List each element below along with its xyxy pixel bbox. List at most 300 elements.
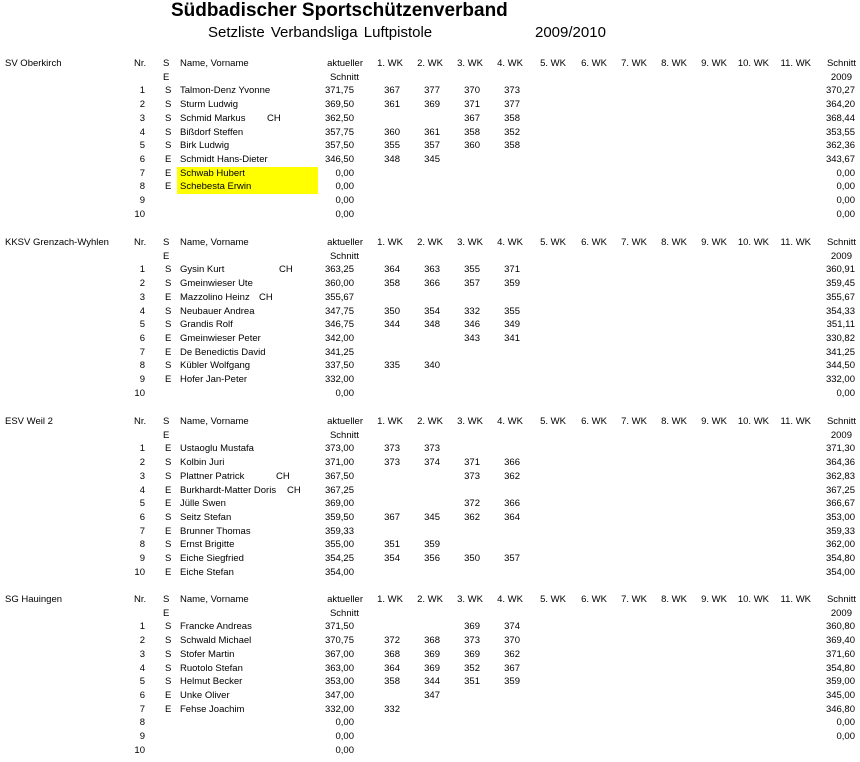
header-wk: 10. WK	[737, 237, 769, 248]
club-name: SV Oberkirch	[5, 58, 62, 69]
row-schnitt: 364,36	[825, 457, 855, 469]
row-name: Schwab Hubert	[180, 167, 245, 179]
row-wk: 371	[504, 264, 520, 276]
row-wk: 374	[504, 621, 520, 633]
row-avg: 362,50	[324, 112, 354, 124]
row-schnitt: 354,00	[825, 566, 855, 578]
row-wk: 350	[464, 553, 480, 564]
row-schnitt: 368,44	[825, 112, 855, 124]
header-wk: 2. WK	[417, 58, 443, 69]
row-schnitt: 354,80	[825, 553, 855, 564]
row-wk: 358	[504, 112, 520, 124]
row-se: E	[165, 689, 172, 701]
row-nr: 2	[139, 457, 145, 469]
header-wk: 3. WK	[457, 58, 483, 69]
row-name: Gysin Kurt	[180, 264, 225, 276]
row-wk: 349	[504, 319, 520, 331]
header-wk: 2. WK	[417, 594, 443, 605]
row-nr: 4	[139, 126, 145, 138]
row-avg: 367,50	[324, 470, 354, 482]
row-wk: 372	[464, 498, 480, 510]
row-name: Grandis Rolf	[180, 319, 233, 331]
row-wk: 373	[384, 457, 400, 469]
row-schnitt: 0,00	[836, 717, 855, 729]
row-se: S	[165, 676, 172, 688]
row-nr: 4	[139, 305, 145, 317]
row-se: S	[165, 457, 172, 469]
header-wk: 8. WK	[661, 416, 687, 427]
header-year: 2009	[830, 250, 852, 262]
header-wk: 5. WK	[540, 58, 566, 69]
row-se: E	[165, 566, 172, 578]
header-wk: 9. WK	[701, 237, 727, 248]
row-avg: 357,50	[324, 140, 354, 152]
header-schnitt: Schnitt	[329, 250, 359, 262]
header-wk: 5. WK	[540, 237, 566, 248]
row-avg: 347,00	[324, 689, 354, 701]
row-nr: 8	[139, 360, 145, 372]
header-nr: Nr.	[134, 237, 147, 248]
row-name: Ustaoglu Mustafa	[180, 443, 254, 455]
header-s: S	[163, 594, 170, 605]
row-avg: 369,50	[324, 99, 354, 111]
row-nr: 5	[139, 676, 145, 688]
row-se: S	[165, 112, 172, 124]
row-wk: 343	[464, 332, 480, 344]
row-avg: 332,00	[324, 703, 354, 715]
row-wk: 359	[504, 278, 520, 290]
row-nr: 2	[139, 99, 145, 111]
row-avg: 370,75	[324, 635, 354, 647]
header-wk: 8. WK	[661, 237, 687, 248]
row-schnitt: 370,27	[825, 85, 855, 97]
header-aktueller: aktueller	[327, 237, 363, 248]
row-nr: 9	[139, 195, 145, 206]
row-wk: 374	[424, 457, 440, 469]
header-s: S	[163, 58, 170, 69]
header-wk: 9. WK	[701, 594, 727, 605]
header-schnitt-2009: Schnitt	[826, 58, 856, 69]
row-wk: 357	[504, 553, 520, 564]
row-se: S	[165, 635, 172, 647]
header-wk: 5. WK	[540, 594, 566, 605]
row-se: S	[165, 126, 172, 138]
row-nr: 7	[139, 346, 145, 358]
row-name: Stofer Martin	[180, 648, 235, 660]
row-name: Brunner Thomas	[180, 525, 251, 537]
row-wk: 347	[424, 689, 440, 701]
row-avg: 373,00	[324, 443, 354, 455]
row-wk: 367	[504, 662, 520, 674]
row-name: Hofer Jan-Peter	[180, 374, 248, 385]
row-schnitt: 371,30	[825, 443, 855, 455]
row-wk: 355	[384, 140, 400, 152]
header-wk: 9. WK	[701, 58, 727, 69]
row-avg: 0,00	[335, 167, 354, 179]
row-name: Schebesta Erwin	[180, 181, 252, 193]
row-wk: 366	[424, 278, 440, 290]
header-aktueller: aktueller	[327, 594, 363, 605]
row-se: S	[165, 662, 172, 674]
row-name: Kolbin Juri	[180, 457, 225, 469]
row-avg: 341,25	[324, 346, 354, 358]
row-wk: 361	[424, 126, 440, 138]
row-nr: 4	[139, 484, 145, 496]
row-nr: 8	[139, 181, 145, 193]
club-name: SG Hauingen	[5, 594, 63, 605]
header-name: Name, Vorname	[180, 594, 249, 605]
row-wk: 362	[504, 470, 520, 482]
row-avg: 357,75	[324, 126, 354, 138]
row-avg: 337,50	[324, 360, 354, 372]
row-se: S	[165, 264, 172, 276]
row-se: E	[165, 291, 172, 303]
header-e: E	[163, 71, 170, 83]
header-name: Name, Vorname	[180, 237, 249, 248]
row-wk: 358	[384, 278, 400, 290]
header-e: E	[163, 607, 170, 619]
row-wk: 377	[504, 99, 520, 111]
row-wk: 370	[464, 85, 480, 97]
row-se: E	[165, 525, 172, 537]
header-schnitt: Schnitt	[329, 71, 359, 83]
row-nr: 3	[139, 648, 145, 660]
row-wk: 368	[424, 635, 440, 647]
row-schnitt: 330,82	[825, 332, 855, 344]
row-wk: 359	[504, 676, 520, 688]
row-avg: 347,75	[324, 305, 354, 317]
header-wk: 6. WK	[581, 237, 607, 248]
row-avg: 0,00	[335, 717, 354, 729]
row-name: Gmeinwieser Peter	[180, 332, 261, 344]
row-schnitt: 366,67	[825, 498, 855, 510]
row-schnitt: 371,60	[825, 648, 855, 660]
row-schnitt: 0,00	[836, 208, 855, 220]
row-name: Jülle Swen	[180, 498, 226, 510]
row-name: Helmut Becker	[180, 676, 243, 688]
row-avg: 371,00	[324, 457, 354, 469]
row-wk: 341	[504, 332, 520, 344]
row-avg: 0,00	[335, 744, 354, 756]
header-e: E	[163, 250, 170, 262]
row-avg: 360,00	[324, 278, 354, 290]
row-nr: 9	[139, 731, 145, 742]
row-nr: 8	[139, 717, 145, 729]
row-avg: 363,25	[324, 264, 354, 276]
row-wk: 354	[424, 305, 440, 317]
header-wk: 9. WK	[701, 416, 727, 427]
row-schnitt: 355,67	[825, 291, 855, 303]
header-nr: Nr.	[134, 58, 147, 69]
row-wk: 351	[384, 539, 400, 551]
header-schnitt: Schnitt	[329, 607, 359, 619]
row-wk: 346	[464, 319, 480, 331]
row-name: Sturm Ludwig	[180, 99, 239, 111]
row-nr: 7	[139, 525, 145, 537]
header-wk: 7. WK	[621, 416, 647, 427]
header-wk: 11. WK	[780, 594, 811, 605]
header-wk: 11. WK	[780, 58, 811, 69]
header-s: S	[163, 237, 170, 248]
row-avg: 367,25	[324, 484, 354, 496]
row-se: S	[165, 278, 172, 290]
row-avg: 371,75	[324, 85, 354, 97]
row-name: Schwald Michael	[180, 635, 252, 647]
header-wk: 4. WK	[497, 58, 523, 69]
row-name: Eiche Stefan	[180, 566, 234, 578]
row-avg: 0,00	[335, 731, 354, 742]
row-se: S	[165, 553, 172, 564]
header-s: S	[163, 416, 170, 427]
header-wk: 8. WK	[661, 594, 687, 605]
row-schnitt: 364,20	[825, 99, 855, 111]
row-wk: 362	[464, 511, 480, 523]
row-nr: 10	[134, 387, 145, 399]
row-se: S	[165, 470, 172, 482]
row-se: S	[165, 140, 172, 152]
header-year: 2009	[830, 429, 852, 441]
header-schnitt-2009: Schnitt	[826, 594, 856, 605]
row-name: De Benedictis David	[180, 346, 266, 358]
header-name: Name, Vorname	[180, 58, 249, 69]
row-schnitt: 353,55	[825, 126, 855, 138]
header-wk: 2. WK	[417, 416, 443, 427]
row-schnitt: 354,80	[825, 662, 855, 674]
row-wk: 345	[424, 511, 440, 523]
row-nr: 9	[139, 553, 145, 564]
row-nr: 1	[139, 85, 145, 97]
row-wk: 364	[504, 511, 520, 523]
row-wk: 369	[424, 648, 440, 660]
header-wk: 10. WK	[737, 58, 769, 69]
row-se: E	[165, 332, 172, 344]
header-wk: 2. WK	[417, 237, 443, 248]
row-se: S	[165, 621, 172, 633]
row-wk: 366	[504, 457, 520, 469]
row-wk: 362	[504, 648, 520, 660]
row-wk: 358	[384, 676, 400, 688]
row-wk: 345	[424, 153, 440, 165]
header-wk: 10. WK	[737, 594, 769, 605]
row-schnitt: 343,67	[825, 153, 855, 165]
header-schnitt-2009: Schnitt	[826, 237, 856, 248]
header-wk: 10. WK	[737, 416, 769, 427]
row-schnitt: 367,25	[825, 484, 855, 496]
row-schnitt: 353,00	[825, 511, 855, 523]
row-wk: 332	[384, 703, 400, 715]
row-se: S	[165, 305, 172, 317]
row-ch: CH	[259, 291, 273, 303]
row-nr: 3	[139, 112, 145, 124]
row-wk: 358	[464, 126, 480, 138]
row-wk: 366	[504, 498, 520, 510]
row-ch: CH	[276, 470, 290, 482]
header-aktueller: aktueller	[327, 416, 363, 427]
club-name: KKSV Grenzach-Wyhlen	[5, 237, 109, 248]
row-se: E	[165, 443, 172, 455]
row-wk: 348	[424, 319, 440, 331]
row-nr: 2	[139, 635, 145, 647]
header-wk: 8. WK	[661, 58, 687, 69]
row-wk: 348	[384, 153, 400, 165]
row-wk: 369	[464, 648, 480, 660]
header-schnitt-2009: Schnitt	[826, 416, 856, 427]
row-avg: 369,00	[324, 498, 354, 510]
header-wk: 6. WK	[581, 594, 607, 605]
row-avg: 355,67	[324, 291, 354, 303]
row-wk: 332	[464, 305, 480, 317]
row-schnitt: 0,00	[836, 387, 855, 399]
row-wk: 340	[424, 360, 440, 372]
row-se: E	[165, 181, 172, 193]
row-nr: 9	[139, 374, 145, 385]
header-year: 2009	[830, 71, 852, 83]
header-nr: Nr.	[134, 416, 147, 427]
row-wk: 360	[384, 126, 400, 138]
row-ch: CH	[267, 112, 281, 124]
row-schnitt: 360,80	[825, 621, 855, 633]
row-wk: 371	[464, 457, 480, 469]
row-nr: 1	[139, 443, 145, 455]
row-ch: CH	[279, 264, 293, 276]
row-schnitt: 332,00	[825, 374, 855, 385]
header-wk: 4. WK	[497, 237, 523, 248]
row-nr: 2	[139, 278, 145, 290]
row-wk: 350	[384, 305, 400, 317]
row-nr: 5	[139, 319, 145, 331]
row-nr: 5	[139, 498, 145, 510]
row-nr: 6	[139, 511, 145, 523]
row-wk: 354	[384, 553, 400, 564]
row-nr: 10	[134, 566, 145, 578]
row-avg: 0,00	[335, 387, 354, 399]
row-avg: 363,00	[324, 662, 354, 674]
row-se: S	[165, 360, 172, 372]
row-name: Schmid Markus	[180, 112, 246, 124]
row-se: E	[165, 498, 172, 510]
row-wk: 358	[504, 140, 520, 152]
row-se: E	[165, 484, 172, 496]
row-name: Unke Oliver	[180, 689, 230, 701]
row-nr: 10	[134, 208, 145, 220]
row-schnitt: 344,50	[825, 360, 855, 372]
season-label: 2009/2010	[535, 24, 606, 41]
row-wk: 364	[384, 662, 400, 674]
row-schnitt: 345,00	[825, 689, 855, 701]
row-se: S	[165, 85, 172, 97]
header-aktueller: aktueller	[327, 58, 363, 69]
row-wk: 369	[424, 662, 440, 674]
row-wk: 369	[424, 99, 440, 111]
row-schnitt: 359,33	[825, 525, 855, 537]
row-avg: 0,00	[335, 181, 354, 193]
header-wk: 4. WK	[497, 416, 523, 427]
row-nr: 8	[139, 539, 145, 551]
row-se: E	[165, 703, 172, 715]
row-wk: 373	[384, 443, 400, 455]
row-wk: 373	[504, 85, 520, 97]
row-wk: 352	[464, 662, 480, 674]
row-wk: 356	[424, 553, 440, 564]
row-wk: 361	[384, 99, 400, 111]
row-schnitt: 362,83	[825, 470, 855, 482]
row-se: E	[165, 374, 172, 385]
row-nr: 3	[139, 470, 145, 482]
row-avg: 359,33	[324, 525, 354, 537]
row-wk: 357	[424, 140, 440, 152]
row-se: S	[165, 539, 172, 551]
header-e: E	[163, 429, 170, 441]
row-wk: 363	[424, 264, 440, 276]
row-name: Ruotolo Stefan	[180, 662, 243, 674]
row-wk: 371	[464, 99, 480, 111]
row-name: Seitz Stefan	[180, 511, 232, 523]
row-wk: 367	[384, 511, 400, 523]
header-year: 2009	[830, 607, 852, 619]
row-schnitt: 0,00	[836, 731, 855, 742]
row-avg: 355,00	[324, 539, 354, 551]
row-nr: 1	[139, 621, 145, 633]
row-schnitt: 359,00	[825, 676, 855, 688]
row-wk: 369	[464, 621, 480, 633]
row-nr: 6	[139, 153, 145, 165]
header-wk: 6. WK	[581, 58, 607, 69]
row-name: Burkhardt-Matter Doris	[180, 484, 277, 496]
row-schnitt: 369,40	[825, 635, 855, 647]
row-wk: 367	[464, 112, 480, 124]
row-name: Mazzolino Heinz	[180, 291, 250, 303]
row-schnitt: 354,33	[825, 305, 855, 317]
row-schnitt: 362,00	[825, 539, 855, 551]
row-avg: 332,00	[324, 374, 354, 385]
row-wk: 355	[504, 305, 520, 317]
row-se: S	[165, 511, 172, 523]
row-nr: 4	[139, 662, 145, 674]
row-wk: 370	[504, 635, 520, 647]
header-wk: 6. WK	[581, 416, 607, 427]
row-wk: 344	[384, 319, 400, 331]
row-wk: 364	[384, 264, 400, 276]
header-nr: Nr.	[134, 594, 147, 605]
row-wk: 367	[384, 85, 400, 97]
row-nr: 7	[139, 167, 145, 179]
row-nr: 7	[139, 703, 145, 715]
row-wk: 368	[384, 648, 400, 660]
row-wk: 373	[464, 470, 480, 482]
row-schnitt: 360,91	[825, 264, 855, 276]
row-se: E	[165, 153, 172, 165]
header-wk: 4. WK	[497, 594, 523, 605]
row-nr: 1	[139, 264, 145, 276]
row-name: Kübler Wolfgang	[180, 360, 251, 372]
row-schnitt: 346,80	[825, 703, 855, 715]
row-name: Bißdorf Steffen	[180, 126, 244, 138]
row-avg: 342,00	[324, 332, 354, 344]
row-se: S	[165, 648, 172, 660]
header-wk: 1. WK	[377, 58, 403, 69]
header-wk: 1. WK	[377, 594, 403, 605]
row-wk: 360	[464, 140, 480, 152]
row-name: Eiche Siegfried	[180, 553, 244, 564]
row-wk: 373	[464, 635, 480, 647]
row-name: Talmon-Denz Yvonne	[180, 85, 271, 97]
row-wk: 373	[424, 443, 440, 455]
row-schnitt: 341,25	[825, 346, 855, 358]
row-avg: 346,50	[324, 153, 354, 165]
row-ch: CH	[287, 484, 301, 496]
row-wk: 352	[504, 126, 520, 138]
row-avg: 0,00	[335, 208, 354, 220]
